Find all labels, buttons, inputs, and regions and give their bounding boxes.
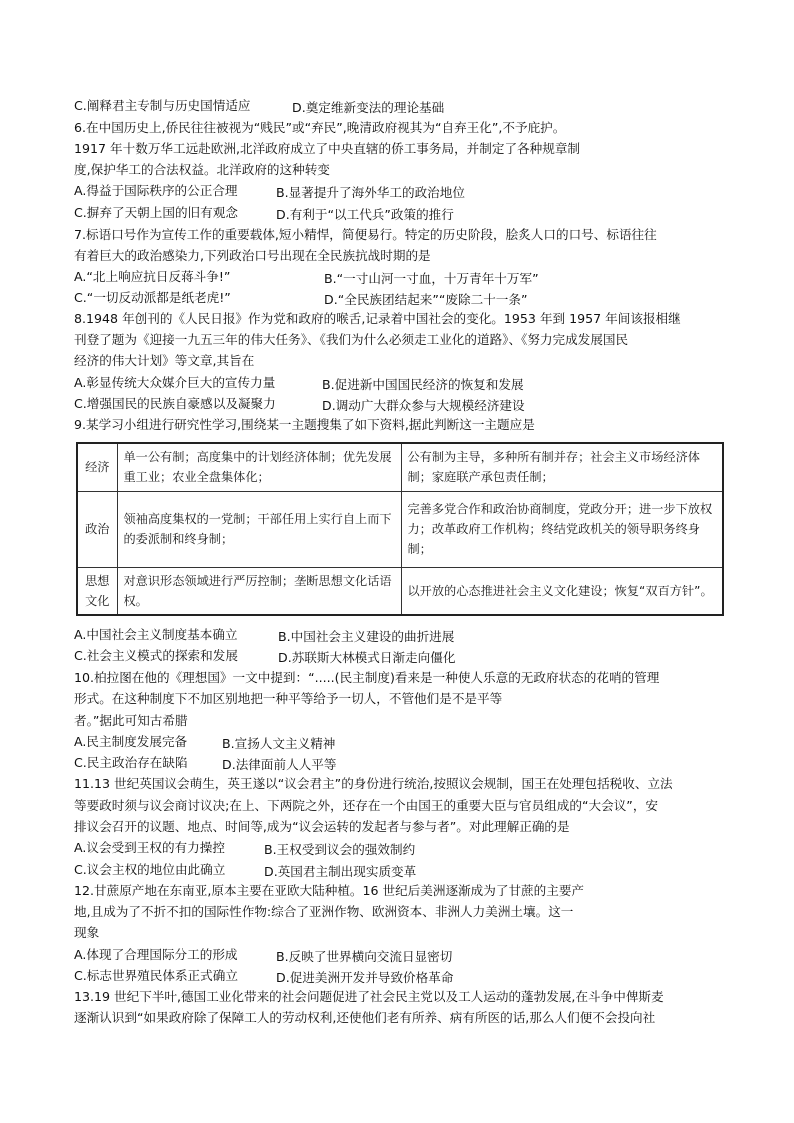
q7-stem-line2: 有着巨大的政治感染力,下列政治口号出现在全民族抗战时期的是 bbox=[74, 248, 431, 263]
q10-stem-line3: 者。”据此可知古希腊 bbox=[74, 713, 188, 728]
q11-option-b: B.王权受到议会的强效制约 bbox=[264, 842, 416, 857]
q5-option-d: D.奠定维新变法的理论基础 bbox=[292, 100, 445, 115]
q7-option-c: C.“一切反动派都是纸老虎!” bbox=[74, 290, 231, 305]
q12-option-a: A.体现了合理国际分工的形成 bbox=[74, 947, 238, 962]
table-cell-after: 公有制为主导，多种所有制并存；社会主义市场经济体制；家庭联产承包责任制； bbox=[401, 443, 723, 491]
q9-option-b: B.中国社会主义建设的曲折进展 bbox=[278, 629, 455, 644]
table-cell-before: 领袖高度集权的一党制；干部任用上实行自上而下的委派制和终身制； bbox=[117, 491, 401, 567]
q12-stem-line3: 现象 bbox=[74, 925, 100, 940]
q12-stem-line1: 12.甘蔗原产地在东南亚,原本主要在亚欧大陆种植。16 世纪后美洲逐渐成为了甘蔗的主要产 bbox=[74, 883, 585, 898]
q11-option-d: D.英国君主制出现实质变革 bbox=[264, 864, 417, 879]
q12-option-b: B.反映了世界横向交流日显密切 bbox=[276, 949, 453, 964]
table-row-header: 思想文化 bbox=[77, 567, 117, 615]
q9-option-d: D.苏联斯大林模式日渐走向僵化 bbox=[278, 650, 456, 665]
q10-option-d: D.法律面前人人平等 bbox=[222, 757, 337, 772]
table-cell-after: 完善多党合作和政治协商制度，党政分开；进一步下放权力；改革政府工作机构；终结党政机关的领导职务终身制； bbox=[401, 491, 723, 567]
q8-option-c: C.增强国民的民族自豪感以及凝聚力 bbox=[74, 396, 276, 411]
q6-option-b: B.显著提升了海外华工的政治地位 bbox=[276, 185, 465, 200]
q8-stem-line1: 8.1948 年创刊的《人民日报》作为党和政府的喉舌,记录着中国社会的变化。1953 年到 1957 年间该报相继 bbox=[74, 311, 681, 326]
q11-stem-line1: 11.13 世纪英国议会萌生，英王遂以“议会君主”的身份进行统治,按照议会规制，国王在处理包括税收、立法 bbox=[74, 776, 673, 791]
q9-option-a: A.中国社会主义制度基本确立 bbox=[74, 627, 238, 642]
q6-option-d: D.有利于“以工代兵”政策的推行 bbox=[276, 207, 454, 222]
q9-material-table bbox=[76, 442, 724, 616]
table-cell-after: 以开放的心态推进社会主义文化建设；恢复“双百方针”。 bbox=[401, 567, 723, 615]
table-row-header: 政治 bbox=[77, 491, 117, 567]
q10-stem-line2: 形式。在这种制度下不加区别地把一种平等给予一切人，不管他们是不是平等 bbox=[74, 691, 503, 706]
q7-option-a: A.“北上响应抗日反蒋斗争!” bbox=[74, 269, 231, 284]
q10-option-a: A.民主制度发展完备 bbox=[74, 734, 188, 749]
table-row bbox=[77, 567, 723, 615]
q11-stem-line3: 排议会召开的议题、地点、时间等,成为“议会运转的发起者与参与者”。对此理解正确的是 bbox=[74, 819, 570, 834]
q13-stem-line1: 13.19 世纪下半叶,德国工业化带来的社会问题促进了社会民主党以及工人运动的蓬勃发展,在斗争中俾斯麦 bbox=[74, 989, 664, 1004]
q12-option-d: D.促进美洲开发并导致价格革命 bbox=[276, 970, 454, 985]
q7-option-b: B.“一寸山河一寸血，十万青年十万军” bbox=[324, 271, 539, 286]
q11-stem-line2: 等要政时须与议会商讨议决;在上、下两院之外，还存在一个由国王的重要大臣与官员组成的“大会议”，安 bbox=[74, 798, 659, 813]
q8-option-a: A.彰显传统大众媒介巨大的宣传力量 bbox=[74, 375, 276, 390]
q11-option-c: C.议会主权的地位由此确立 bbox=[74, 862, 226, 877]
q8-stem-line3: 经济的伟大计划》等文章,其旨在 bbox=[74, 353, 255, 368]
q6-option-c: C.摒弃了天朝上国的旧有观念 bbox=[74, 205, 238, 220]
q5-option-c: C.阐释君主专制与历史国情适应 bbox=[74, 98, 251, 113]
q6-stem-line1: 6.在中国历史上,侨民往往被视为“贱民”或“弃民”,晚清政府视其为“自弃王化”,不予庇护。 bbox=[74, 120, 566, 135]
table-row bbox=[77, 443, 723, 491]
q10-option-b: B.宣扬人文主义精神 bbox=[222, 736, 336, 751]
q6-stem-line2: 1917 年十数万华工远赴欧洲,北洋政府成立了中央直辖的侨工事务局，并制定了各种规章制 bbox=[74, 141, 581, 156]
q8-option-b: B.促进新中国国民经济的恢复和发展 bbox=[322, 377, 524, 392]
q12-stem-line2: 地,且成为了不折不扣的国际性作物:综合了亚洲作物、欧洲资本、非洲人力美洲土壤。这一 bbox=[74, 904, 574, 919]
q6-option-a: A.得益于国际秩序的公正合理 bbox=[74, 183, 238, 198]
q9-option-c: C.社会主义模式的探索和发展 bbox=[74, 648, 238, 663]
q7-stem-line1: 7.标语口号作为宣传工作的重要载体,短小精悍，简便易行。特定的历史阶段，脍炙人口的口号、标语往往 bbox=[74, 227, 657, 242]
q8-stem-line2: 刊登了题为《迎接一九五三年的伟大任务》、《我们为什么必须走工业化的道路》、《努力完成发展国民 bbox=[74, 332, 629, 347]
table-cell-before: 对意识形态领域进行严厉控制；垄断思想文化话语权。 bbox=[117, 567, 401, 615]
q13-stem-line2: 逐渐认识到“如果政府除了保障工人的劳动权利,还使他们老有所养、病有所医的话,那么人们便不会投向社 bbox=[74, 1010, 656, 1025]
q7-option-d: D.“全民族团结起来”“废除二十一条” bbox=[324, 292, 528, 307]
q10-stem-line1: 10.柏拉图在他的《理想国》一文中提到：“.....(民主制度)看来是一种使人乐意的无政府状态的花哨的管理 bbox=[74, 670, 660, 685]
table-row bbox=[77, 491, 723, 567]
table-row-header: 经济 bbox=[77, 443, 117, 491]
q11-option-a: A.议会受到王权的有力操控 bbox=[74, 840, 225, 855]
q12-option-c: C.标志世界殖民体系正式确立 bbox=[74, 968, 238, 983]
q6-stem-line3: 度,保护华工的合法权益。北洋政府的这种转变 bbox=[74, 162, 330, 177]
q8-option-d: D.调动广大群众参与大规模经济建设 bbox=[322, 398, 525, 413]
q10-option-c: C.民主政治存在缺陷 bbox=[74, 755, 188, 770]
q9-stem: 9.某学习小组进行研究性学习,围绕某一主题搜集了如下资料,据此判断这一主题应是 bbox=[74, 417, 535, 432]
table-cell-before: 单一公有制；高度集中的计划经济体制；优先发展重工业；农业全盘集体化； bbox=[117, 443, 401, 491]
